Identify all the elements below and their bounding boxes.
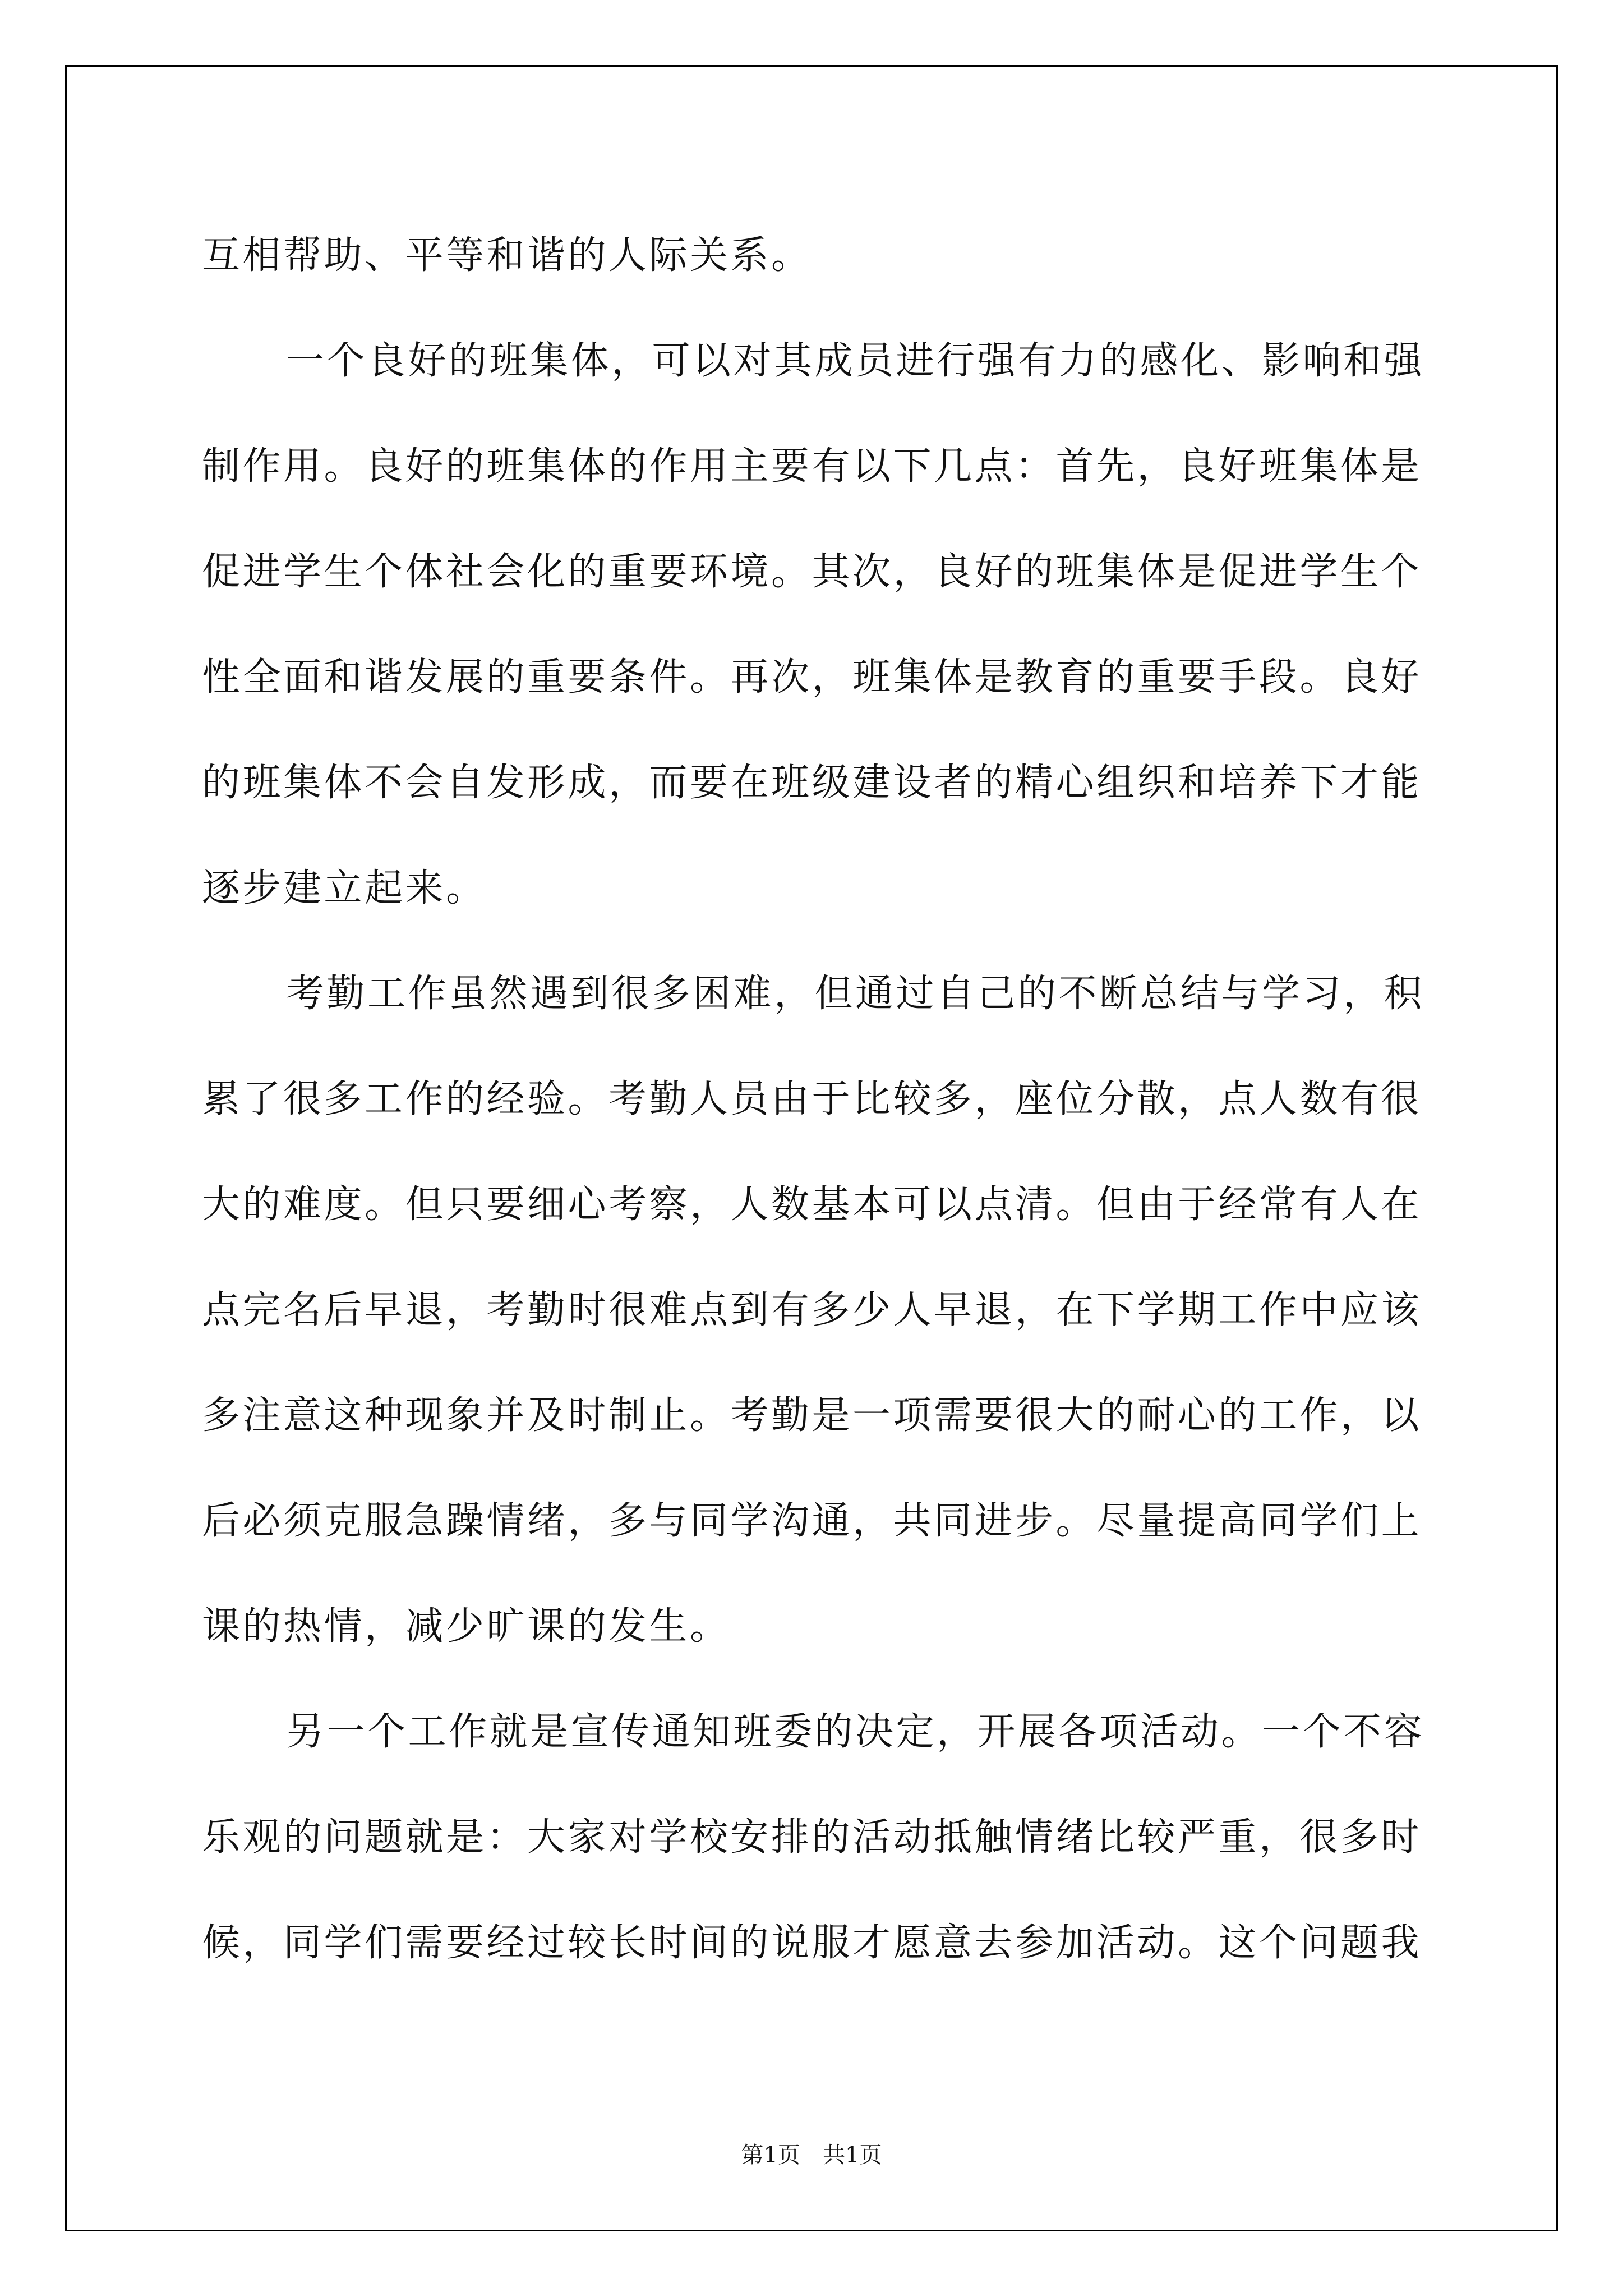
text-line: 乐观的问题就是：大家对学校安排的活动抵触情绪比较严重，很多时	[202, 1815, 1422, 1860]
paragraph-start-line: 考勤工作虽然遇到很多困难，但通过自己的不断总结与学习，积	[286, 972, 1425, 1016]
text-line: 多注意这种现象并及时制止。考勤是一项需要很大的耐心的工作，以	[202, 1393, 1422, 1438]
text-line: 点完名后早退，考勤时很难点到有多少人早退，在下学期工作中应该	[202, 1288, 1422, 1332]
text-line: 制作用。良好的班集体的作用主要有以下几点：首先，良好班集体是	[202, 444, 1422, 489]
page-number-label: 第1页 共1页	[741, 2142, 882, 2168]
text-line: 促进学生个体社会化的重要环境。其次，良好的班集体是促进学生个	[202, 550, 1422, 594]
text-line: 的班集体不会自发形成，而要在班级建设者的精心组织和培养下才能	[202, 761, 1422, 805]
page-footer	[0, 2137, 1623, 2169]
text-line: 互相帮助、平等和谐的人际关系。	[202, 233, 812, 278]
paragraph-start-line: 另一个工作就是宣传通知班委的决定，开展各项活动。一个不容	[286, 1710, 1425, 1754]
text-line: 累了很多工作的经验。考勤人员由于比较多，座位分散，点人数有很	[202, 1077, 1422, 1121]
text-line: 性全面和谐发展的重要条件。再次，班集体是教育的重要手段。良好	[202, 655, 1422, 700]
text-line: 候，同学们需要经过较长时间的说服才愿意去参加活动。这个问题我	[202, 1921, 1422, 1965]
paragraph-start-line: 一个良好的班集体，可以对其成员进行强有力的感化、影响和强	[286, 339, 1425, 383]
document-body	[202, 203, 1436, 1996]
text-line: 课的热情，减少旷课的发生。	[202, 1604, 731, 1649]
text-line: 逐步建立起来。	[202, 866, 487, 910]
text-line: 后必须克服急躁情绪，多与同学沟通，共同进步。尽量提高同学们上	[202, 1499, 1422, 1543]
text-line: 大的难度。但只要细心考察，人数基本可以点清。但由于经常有人在	[202, 1182, 1422, 1227]
